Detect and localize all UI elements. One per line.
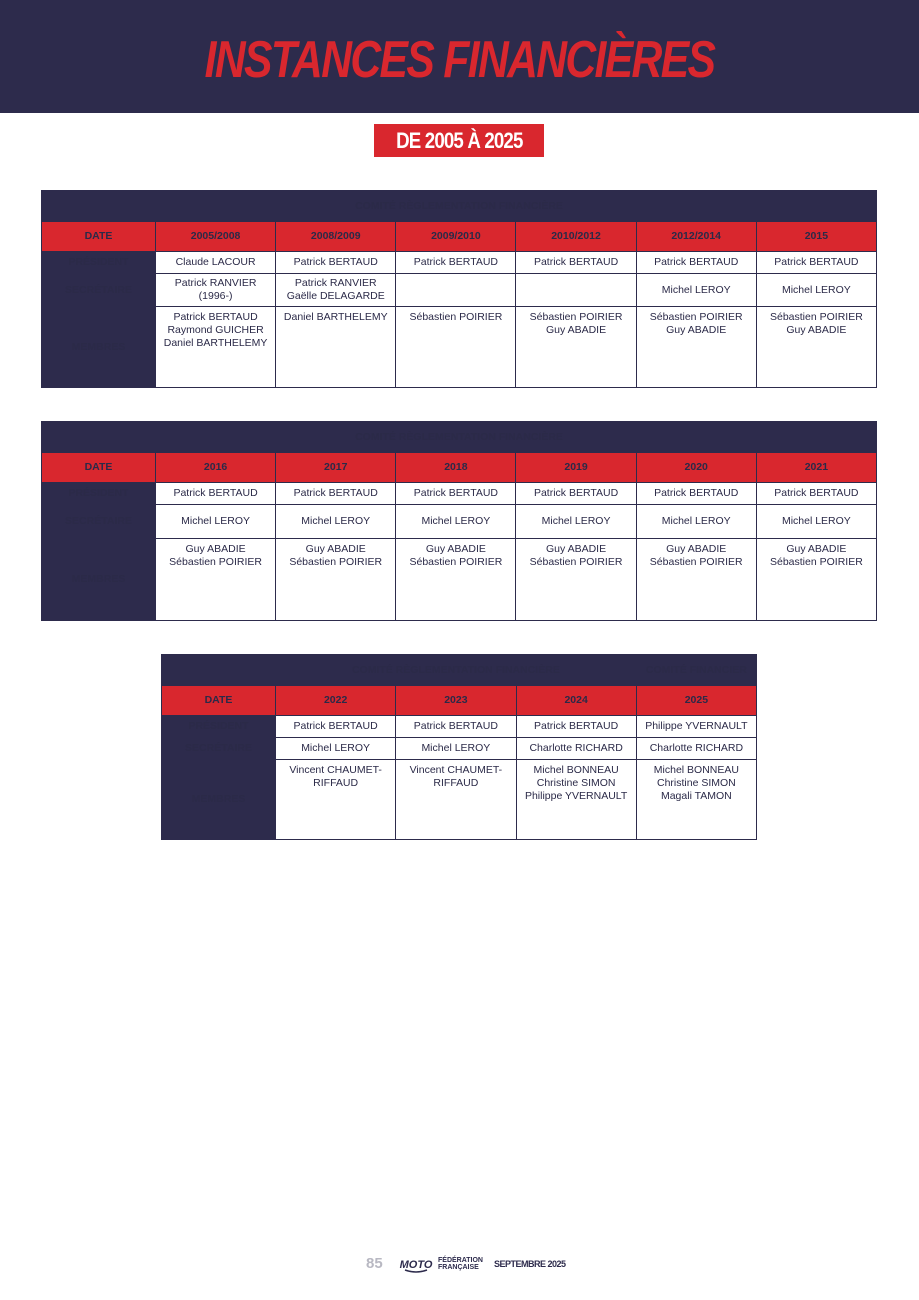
secretaire-cell: Michel LEROY [156,505,276,539]
date-header: 2010/2012 [516,222,636,252]
moto-logo-icon [397,1256,435,1274]
header-banner [0,0,919,113]
secretaire-cell: Charlotte RICHARD [636,738,756,760]
membre-name: Michel BONNEAU [653,764,739,776]
membre-name: Sébastien POIRIER [649,311,743,323]
membre-name: Guy ABADIE [305,543,366,555]
membre-name: Christine SIMON [656,777,736,789]
page-number: 85 [366,1255,383,1272]
membres-cell [156,307,276,388]
membres-cell [756,307,876,388]
date-header: 2005/2008 [156,222,276,252]
membres-cell [636,307,756,388]
date-header: 2009/2010 [396,222,516,252]
date-header: 2025 [636,686,756,716]
membres-cell [156,539,276,621]
president-cell: Patrick BERTAUD [276,483,396,505]
table-title: COMITÉ RÈGLEMENTATION FINANCIÈRE [42,422,877,453]
table-title-secondary: COMITÉ FINANCIER [636,655,756,686]
membres-label: MEMBRES [42,307,156,388]
secretaire-cell: Michel LEROY [756,505,876,539]
secretaire-label: SECRÉTAIRE [42,274,156,307]
federation-label [438,1257,483,1271]
membre-name: Sébastien POIRIER [769,556,863,568]
membre-name: Sébastien POIRIER [769,311,863,323]
date-label: DATE [162,686,276,716]
membres-cell [396,539,516,621]
membre-name: Sébastien POIRIER [169,556,262,568]
secretaire-cell [396,274,516,307]
secretaire-cell [516,274,636,307]
president-label: PRÉSIDENT [42,252,156,274]
membre-name: Guy ABADIE [545,324,607,336]
date-header: 2020 [636,453,756,483]
membre-name: Guy ABADIE [786,543,847,555]
corner-block [162,655,276,686]
president-cell: Patrick BERTAUD [396,716,516,738]
president-cell: Patrick BERTAUD [516,252,636,274]
date-header: 2024 [516,686,636,716]
date-header: 2021 [756,453,876,483]
membres-label: MEMBRES [42,539,156,621]
secretaire-cell [636,274,756,307]
membre-name: Christine SIMON [536,777,616,789]
president-cell: Patrick BERTAUD [636,252,756,274]
membre-name: RIFFAUD [313,777,359,789]
secretaire-cell [156,274,276,307]
membre-name: Guy ABADIE [185,543,246,555]
membres-cell [276,307,396,388]
committee-table-2022-2025 [161,654,757,840]
date-label: DATE [42,222,156,252]
membre-name: Patrick BERTAUD [173,311,258,323]
secretaire-cell [276,274,396,307]
president-cell: Patrick BERTAUD [516,483,636,505]
president-cell: Patrick BERTAUD [756,252,876,274]
date-header: 2016 [156,453,276,483]
committee-table-2016-2021 [41,421,877,621]
issue-date: SEPTEMBRE 2025 [494,1259,566,1269]
membre-name: Magali TAMON [660,790,732,802]
president-cell: Patrick BERTAUD [396,252,516,274]
president-cell: Patrick BERTAUD [276,252,396,274]
membre-name: Sébastien POIRIER [529,556,623,568]
membres-cell [276,760,396,840]
membres-cell [636,539,756,621]
secretaire-label: SECRÉTAIRE [162,738,276,760]
table-title: COMITÉ RÈGLEMENTATION FINANCIÈRE [276,655,637,686]
president-cell: Patrick BERTAUD [516,716,636,738]
date-header: 2022 [276,686,396,716]
membre-name: Sébastien POIRIER [409,556,503,568]
committee-table-2005-2015 [41,190,877,388]
membres-cell [396,760,516,840]
date-header: 2023 [396,686,516,716]
membre-name: Sébastien POIRIER [409,311,503,323]
president-cell: Philippe YVERNAULT [636,716,756,738]
date-header: 2017 [276,453,396,483]
period-label: DE 2005 À 2025 [395,128,523,153]
membre-name: Vincent CHAUMET- [289,764,382,776]
secretaire-cell: Michel LEROY [276,505,396,539]
membre-name: Vincent CHAUMET- [409,764,503,776]
membres-cell [516,307,636,388]
membre-name: Michel BONNEAU [533,764,619,776]
membre-name: Daniel BARTHELEMY [163,337,268,349]
table-title: COMITÉ RÈGLEMENTATION FINANCIÈRE [42,191,877,222]
president-cell: Patrick BERTAUD [756,483,876,505]
membre-name: Raymond GUICHER [167,324,264,336]
period-badge [374,124,544,157]
membre-name: Guy ABADIE [786,324,847,336]
membres-cell [756,539,876,621]
membre-name: Guy ABADIE [666,324,727,336]
president-label: PRÉSIDENT [162,716,276,738]
membres-cell [516,539,636,621]
page-footer [0,1255,919,1275]
membres-label: MEMBRES [162,760,276,840]
membres-cell [396,307,516,388]
membre-name: RIFFAUD [433,777,479,789]
date-header: 2019 [516,453,636,483]
secretaire-cell: Michel LEROY [396,738,516,760]
secretaire-cell: Michel LEROY [516,505,636,539]
date-header: 2015 [756,222,876,252]
secretaire-name: Michel LEROY [781,283,851,296]
secretaire-name: Gaëlle DELAGARDE [286,290,385,302]
president-cell: Patrick BERTAUD [276,716,396,738]
federation-line1: FÉDÉRATION [438,1257,483,1264]
membre-name: Sébastien POIRIER [649,556,743,568]
secretaire-cell: Michel LEROY [636,505,756,539]
membre-name: Sébastien POIRIER [289,556,383,568]
membres-cell [516,760,636,840]
president-cell: Patrick BERTAUD [636,483,756,505]
membre-name: Guy ABADIE [545,543,607,555]
president-cell: Patrick BERTAUD [156,483,276,505]
secretaire-name: Patrick RANVIER [294,277,377,289]
secretaire-label: SECRÉTAIRE [42,505,156,539]
secretaire-name: Patrick RANVIER (1996-) [174,277,257,302]
date-header: 2018 [396,453,516,483]
secretaire-cell: Michel LEROY [396,505,516,539]
president-label: PRÉSIDENT [42,483,156,505]
page-title: INSTANCES FINANCIÈRES [204,31,715,89]
date-label: DATE [42,453,156,483]
membre-name: Sébastien POIRIER [529,311,623,323]
membre-name: Philippe YVERNAULT [524,790,628,802]
membre-name: Daniel BARTHELEMY [283,311,388,323]
date-header: 2008/2009 [276,222,396,252]
secretaire-cell [756,274,876,307]
date-header: 2012/2014 [636,222,756,252]
secretaire-name: Michel LEROY [661,283,731,296]
president-cell: Claude LACOUR [156,252,276,274]
membre-name: Guy ABADIE [425,543,486,555]
president-cell: Patrick BERTAUD [396,483,516,505]
logo-text: MOTO [399,1259,433,1271]
membres-cell [636,760,756,840]
secretaire-cell: Charlotte RICHARD [516,738,636,760]
membre-name: Guy ABADIE [666,543,727,555]
federation-line2: FRANÇAISE [438,1264,479,1271]
secretaire-cell: Michel LEROY [276,738,396,760]
membres-cell [276,539,396,621]
